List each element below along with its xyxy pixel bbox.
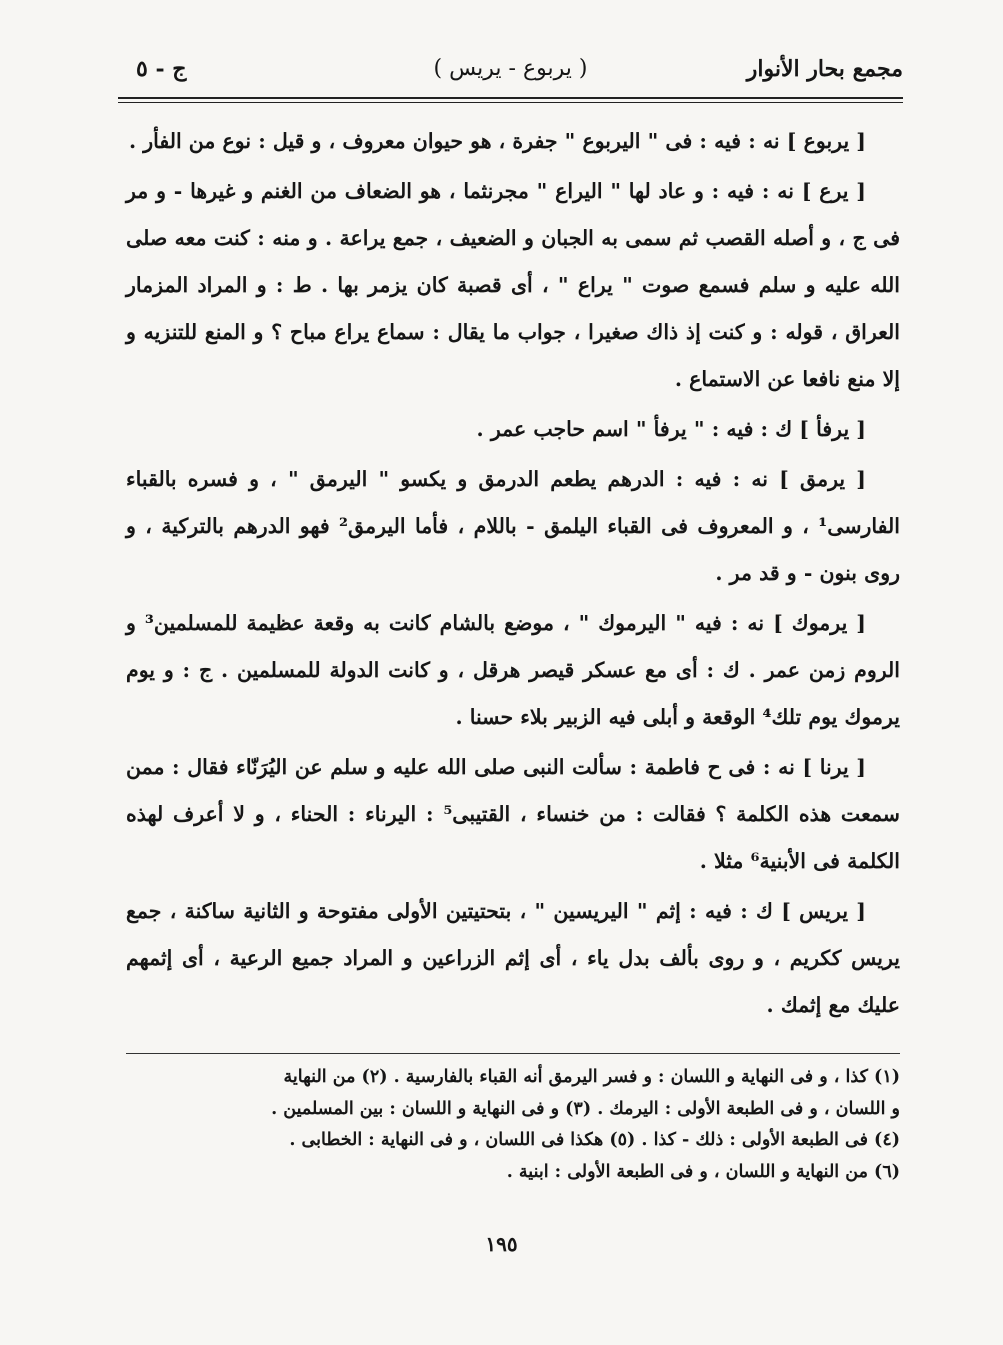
footnote-line: (٤) فى الطبعة الأولى : ذلك - كذا . (٥) هكذا فى اللسان ، و فى النهاية : الخطابى . [289,1130,900,1150]
page-number: ١٩٥ [485,1232,518,1256]
footnote-rule [126,1053,900,1054]
footnote-line: و اللسان ، و فى الطبعة الأولى : اليرمك . (٣) و فى النهاية و اللسان : بين المسلمين . [271,1098,900,1119]
entry-yaris: [ يريس ] ك : فيه : إثم " اليريسين " ، بتحتيتين الأولى مفتوحة و الثانية ساكنة ، جمع يريس ككريم ، و روى بألف بدل ياء ، أى إثم الزراعين و المراد جميع الرعية ، أى إثمهم عليك مع إثمك . [126,899,900,1017]
header-rule [118,97,903,99]
entry-yarmuk: [ يرموك ] نه : فيه " اليرموك " ، موضع بالشام كانت به وقعة عظيمة للمسلمين³ و الروم زمن عمر . ك : أى مع عسكر قيصر هرقل ، و كانت الدولة للمسلمين . ج : و يوم يرموك يوم تلك⁴ الوقعة و أبلى فيه الزبير بلاء حسنا . [126,611,900,729]
entry-yarfa: [ يرفأ ] ك : فيه : " يرفأ " اسم حاجب عمر . [476,417,866,441]
entry-yara: [ يرع ] نه : فيه : و عاد لها " اليراع " مجرنثما ، هو الضعاف من الغنم و غيرها - و مر فى ج ، و أصله القصب ثم سمى به الجبان و الضعيف ، جمع يراعة . و منه : كنت معه صلى الله عليه و سلم فسمع صوت " يراع " ، أى قصبة كان يزمر بها . ط : و المراد المزمار العراق ، قوله : و كنت إذ ذاك صغيرا ، جواب ما يقال : سماع يراع مباح ؟ و المنع للتنزيه و إلا منع نافعا عن الاستماع . [126,179,900,391]
entry-yarna: [ يرنا ] نه : فى ح فاطمة : سألت النبى صلى الله عليه و سلم عن اليُرَنّاء فقال : ممن سمعت هذه الكلمة ؟ فقالت : من خنساء ، القتيبى⁵ : اليرناء : الحناء ، و لا أعرف لهذه الكلمة فى الأبنية⁶ مثلا . [126,755,900,873]
footnote-line: (٦) من النهاية و اللسان ، و فى الطبعة الأولى : ابنية . [506,1161,900,1182]
footnotes [126,1062,900,1188]
book-title: مجمع بحار الأنوار [746,56,903,82]
header-rule-thin [118,102,903,103]
entry-yarmaq: [ يرمق ] نه : فيه : الدرهم يطعم الدرمق و يكسو " اليرمق " ، و فسره بالقباء الفارسى¹ ، و المعروف فى القباء اليلمق - باللام ، فأما اليرمق² فهو الدرهم بالتركية ، و روى بنون - و قد مر . [126,467,900,585]
footnote-line: (١) كذا ، و فى النهاية و اللسان : و فسر اليرمق أنه القباء بالفارسية . (٢) من النهاية [283,1067,900,1087]
entry-range: ( يربوع - يريس ) [433,56,588,81]
running-header [118,52,903,96]
main-text [126,118,900,1032]
entry-yarbu: [ يربوع ] نه : فيه : فى " اليربوع " جفرة ، هو حيوان معروف ، و قيل : نوع من الفأر . [128,129,866,153]
volume-label: ج - ٥ [136,56,187,82]
